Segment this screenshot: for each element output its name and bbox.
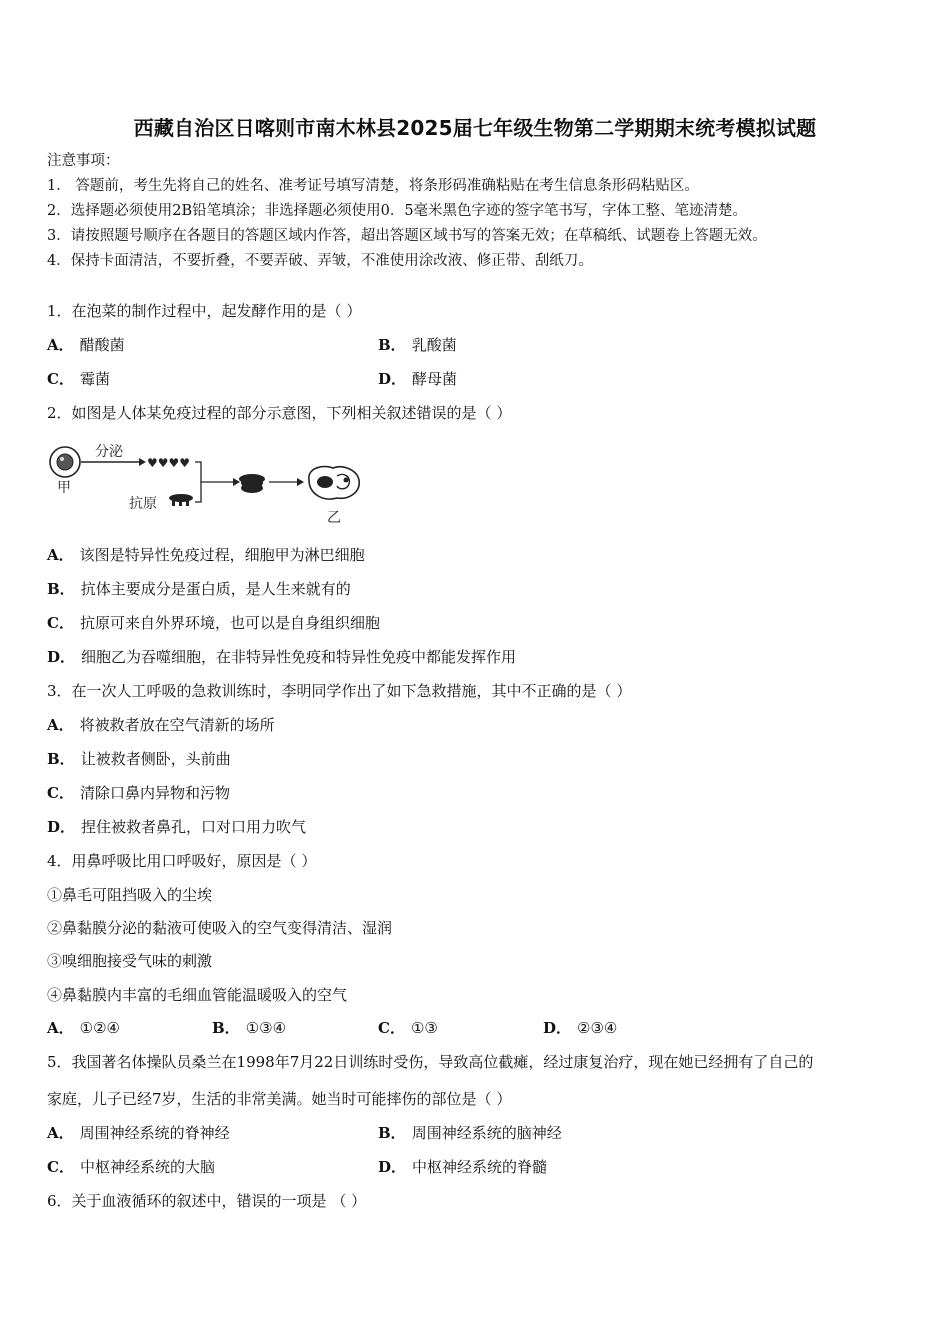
option-label: D． [378,370,407,388]
option-b [378,1123,562,1143]
option-c [47,783,230,803]
statement: ③嗅细胞接受气味的刺激 [47,952,213,970]
option-a [47,1018,120,1038]
option-text: 抗原可来自外界环境，也可以是自身组织细胞 [79,614,380,632]
option-c [378,1018,438,1038]
question-stem-continued: 家庭，儿子已经7岁，生活的非常美满。她当时可能摔伤的部位是（ ） [47,1090,512,1108]
option-label: B． [212,1019,240,1037]
option-text: 清除口鼻内异物和污物 [79,784,230,802]
option-text: 抗体主要成分是蛋白质，是人生来就有的 [80,580,351,598]
cell-a-icon [50,447,80,477]
option-text: 酵母菌 [412,370,458,388]
option-text: ①③④ [245,1019,287,1037]
option-label: D． [543,1019,572,1037]
option-label: B． [47,580,75,598]
option-text: 中枢神经系统的脊髓 [412,1158,548,1176]
arrow-head-icon [297,478,304,486]
cell-a-label: 甲 [57,480,71,496]
statement: ①鼻毛可阻挡吸入的尘埃 [47,886,213,904]
option-text: ②③④ [577,1019,618,1037]
question-stem: 6．关于血液循环的叙述中，错误的一项是 （ ） [47,1192,367,1210]
antigen-antibody-complex-icon [239,474,265,493]
option-text: 周围神经系统的脑神经 [411,1124,562,1142]
option-text: 细胞乙为吞噬细胞，在非特异性免疫和特异性免疫中都能发挥作用 [81,648,517,666]
option-text: 乳酸菌 [411,336,457,354]
notice-item: 3．请按照题号顺序在各题目的答题区域内作答，超出答题区域书写的答案无效；在草稿纸、试题卷上答题无效。 [47,228,767,244]
option-label: A． [47,546,74,564]
option-label: D． [47,648,76,666]
option-b [47,579,351,599]
option-label: B． [378,336,406,354]
option-a [47,715,275,735]
option-a [47,545,365,565]
option-a [47,1123,230,1143]
option-d [543,1018,617,1038]
antigen-label: 抗原 [129,496,157,512]
option-d [378,1157,547,1177]
question-stem: 2．如图是人体某免疫过程的部分示意图，下列相关叙述错误的是（ ） [47,404,512,422]
option-label: A． [47,1124,74,1142]
question-stem: 5．我国著名体操队员桑兰在1998年7月22日训练时受伤，导致高位截瘫，经过康复治疗，现在她已经拥有了自己的 [47,1053,814,1071]
option-label: A． [47,336,74,354]
option-text: 让被救者侧卧，头前曲 [80,750,231,768]
option-text: 周围神经系统的脊神经 [79,1124,230,1142]
question-stem: 4．用鼻呼吸比用口呼吸好，原因是（ ） [47,852,317,870]
secrete-label: 分泌 [95,444,123,460]
option-d [378,369,457,389]
option-label: C． [378,1019,405,1037]
arrow-head-icon [233,478,240,486]
statement: ②鼻黏膜分泌的黏液可使吸入的空气变得清洁、湿润 [47,919,393,937]
option-text: 将被救者放在空气清新的场所 [79,716,275,734]
option-text: ①③ [410,1019,438,1037]
option-label: D． [378,1158,407,1176]
statement: ④鼻黏膜内丰富的毛细血管能温暖吸入的空气 [47,986,348,1004]
option-label: C． [47,1158,74,1176]
svg-text:♥♥♥♥: ♥♥♥♥ [147,456,191,470]
question-stem: 3．在一次人工呼吸的急救训练时，李明同学作出了如下急救措施，其中不正确的是（ ） [47,682,632,700]
option-d [47,647,516,667]
cell-b-label: 乙 [327,510,341,526]
exam-title: 西藏自治区日喀则市南木林县2025届七年级生物第二学期期末统考模拟试题 [133,116,817,140]
option-label: A． [47,1019,74,1037]
option-b [212,1018,286,1038]
cell-b-icon [309,467,359,500]
option-label: A． [47,716,74,734]
immune-process-diagram [47,442,367,532]
option-text: 霉菌 [79,370,110,388]
option-c [47,613,380,633]
option-label: D． [47,818,76,836]
question-stem: 1．在泡菜的制作过程中，起发酵作用的是（ ） [47,302,362,320]
antibody-icons [147,456,190,470]
antigen-icon [169,494,193,506]
notice-heading: 注意事项： [47,153,120,169]
option-a [47,335,125,355]
option-label: B． [378,1124,406,1142]
option-label: B． [47,750,75,768]
option-b [47,749,231,769]
notice-item: 1． 答题前，考生先将自己的姓名、准考证号填写清楚，将条形码准确粘贴在考生信息条形码粘贴区。 [47,178,699,194]
option-label: C． [47,614,74,632]
option-text: 捏住被救者鼻孔，口对口用力吹气 [81,818,307,836]
notice-item: 4．保持卡面清洁，不要折叠，不要弄破、弄皱，不准使用涂改液、修正带、刮纸刀。 [47,253,593,269]
option-text: ①②④ [79,1019,120,1037]
bracket [195,462,201,502]
option-d [47,817,306,837]
option-b [378,335,457,355]
option-c [47,1157,215,1177]
option-text: 醋酸菌 [79,336,125,354]
arrow-head-icon [139,458,146,466]
notice-item: 2．选择题必须使用2B铅笔填涂；非选择题必须使用0．5毫米黑色字迹的签字笔书写，字体工整、笔迹清楚。 [47,203,748,219]
option-label: C． [47,784,74,802]
option-label: C． [47,370,74,388]
option-text: 该图是特异性免疫过程，细胞甲为淋巴细胞 [79,546,365,564]
option-c [47,369,110,389]
option-text: 中枢神经系统的大脑 [79,1158,215,1176]
